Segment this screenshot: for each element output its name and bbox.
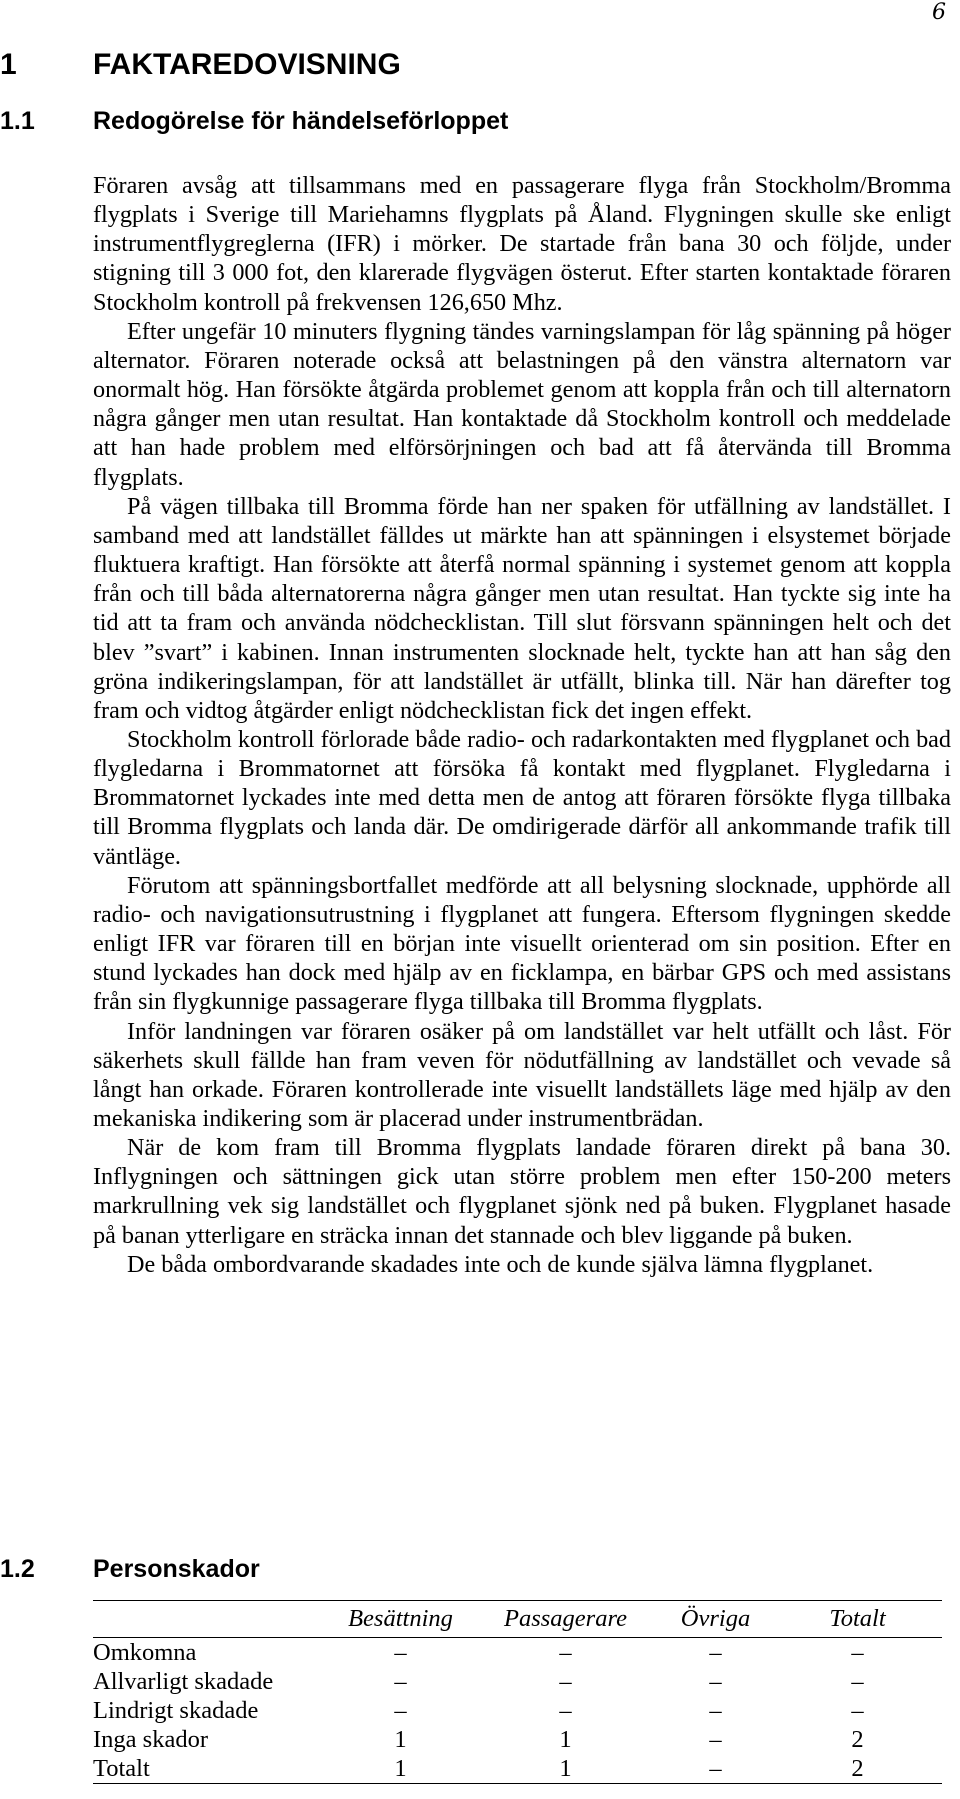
column-header: Totalt xyxy=(773,1601,942,1638)
table-cell: 1 xyxy=(559,1725,572,1753)
table-row xyxy=(93,1667,942,1696)
injuries-table-wrapper xyxy=(93,1600,942,1784)
paragraph: De båda ombordvarande skadades inte och de kunde själva lämna flygplanet. xyxy=(127,1250,874,1278)
row-label: Allvarligt skadade xyxy=(93,1667,274,1695)
section-title: FAKTAREDOVISNING xyxy=(93,48,401,81)
table-cell: 1 xyxy=(394,1725,407,1753)
table-header-row xyxy=(93,1601,942,1638)
table-cell: – xyxy=(394,1638,407,1666)
table-row xyxy=(93,1638,942,1668)
section-number: 1.1 xyxy=(0,107,35,135)
table-cell: – xyxy=(709,1638,722,1666)
table-cell: – xyxy=(559,1667,572,1695)
table-cell: 1 xyxy=(473,1754,658,1784)
paragraph: Förutom att spänningsbortfallet medförde att all belysning slocknade, upphörde all radio- och navigationsutrustning i flygplanet att fungera. Eftersom flygningen skedde enligt IFR var föraren till en början inte visuellt orienterad om sin position. Efter en stund lyckades han dock med hjälp av en ficklampa, en bärbar GPS och med assistans från sin flygkunnige passagerare flyga tillbaka till Bromma flygplats. xyxy=(93,871,951,1016)
table-row xyxy=(93,1696,942,1725)
row-label: Lindrigt skadade xyxy=(93,1696,259,1724)
row-label: Omkomna xyxy=(93,1638,197,1666)
table-cell: – xyxy=(394,1667,407,1695)
paragraph: Efter ungefär 10 minuters flygning tändes varningslampan för låg spänning på höger alternator. Föraren noterade också att belastningen på den vänstra alternatorn var onormalt hög. Han försökte åtgärda problemet genom att koppla från och till alternatorn några gånger men utan resultat. Han kontaktade då Stockholm kontroll och meddelade att han hade problem med elförsörjningen och bad att få återvända till Bromma flygplats. xyxy=(93,317,951,491)
paragraph: Föraren avsåg att tillsammans med en passagerare flyga från Stockholm/Bromma flygplats i Sverige till Mariehamns flygplats på Åland. Flygningen skulle ske enligt instrumentflygreglerna (IFR) i mörker. De startade från bana 30 och följde, under stigning till 3 000 fot, den klarerade flygvägen österut. Efter starten kontaktade föraren Stockholm kontroll på frekvensen 126,650 Mhz. xyxy=(93,172,951,316)
table-cell: – xyxy=(709,1667,722,1695)
column-header: Passagerare xyxy=(473,1601,658,1638)
row-label: Totalt xyxy=(93,1754,328,1784)
table-row xyxy=(93,1754,942,1784)
injuries-table xyxy=(93,1600,942,1784)
section-title: Redogörelse för händelseförloppet xyxy=(93,107,509,135)
column-header: Besättning xyxy=(328,1601,473,1638)
column-header: Övriga xyxy=(658,1601,773,1638)
column-header xyxy=(93,1601,328,1638)
table-cell: – xyxy=(851,1667,864,1695)
table-cell: – xyxy=(851,1696,864,1724)
section-number: 1.2 xyxy=(0,1555,35,1583)
paragraph: Stockholm kontroll förlorade både radio- och radarkontakten med flygplanet och bad flygledarna i Brommatornet att försöka få kontakt med flygplanet. Flygledarna i Brommatornet lyckades inte med detta men de antog att föraren försökte flyga tillbaka till Bromma flygplats och landa där. De omdirigerade därför all ankommande trafik till väntläge. xyxy=(93,725,951,870)
table-row xyxy=(93,1725,942,1754)
table-cell: – xyxy=(709,1696,722,1724)
table-cell: 2 xyxy=(773,1754,942,1784)
table-cell: 2 xyxy=(851,1725,864,1753)
table-cell: – xyxy=(851,1638,864,1666)
paragraph: Inför landningen var föraren osäker på om landstället var helt utfällt och låst. För säkerhets skull fällde han fram veven för nödutfällning av landstället och vevade så långt han orkade. Föraren kontrollerade inte visuellt landställets läge med hjälp av den mekaniska indikering som är placerad under instrumentbrädan. xyxy=(93,1017,951,1132)
table-cell: – xyxy=(559,1696,572,1724)
row-label: Inga skador xyxy=(93,1725,208,1753)
narrative-body xyxy=(93,171,951,1279)
paragraph: När de kom fram till Bromma flygplats landade föraren direkt på bana 30. Inflygningen och sättningen gick utan större problem men efter 150-200 meters markrullning vek sig landstället och flygplanet sjönk ned på buken. Flygplanet hasade på banan ytterligare en sträcka innan det stannade och blev liggande på buken. xyxy=(93,1134,951,1249)
section-title: Personskador xyxy=(93,1555,260,1583)
table-cell: – xyxy=(559,1638,572,1666)
paragraph: På vägen tillbaka till Bromma förde han ner spaken för utfällning av landstället. I samband med att landstället fälldes ut märkte han att spänningen i elsystemet började fluktuera kraftigt. Han försökte att återfå normal spänning i systemet genom att koppla från och till båda alternatorerna några gånger men utan resultat. Han tyckte sig inte ha tid att ta fram och använda nödchecklistan. Till slut försvann spänningen helt och det blev ”svart” i kabinen. Innan instrumenten slocknade helt, tyckte han att han såg den gröna indikeringslampan, för att landstället är utfällt, blinka till. När han därefter tog fram och vidtog åtgärder enligt nödchecklistan fick det ingen effekt. xyxy=(93,492,951,724)
table-cell: – xyxy=(658,1754,773,1784)
page-number: 6 xyxy=(932,0,946,25)
table-cell: – xyxy=(709,1725,722,1753)
section-number: 1 xyxy=(0,48,17,81)
table-cell: 1 xyxy=(328,1754,473,1784)
table-cell: – xyxy=(394,1696,407,1724)
